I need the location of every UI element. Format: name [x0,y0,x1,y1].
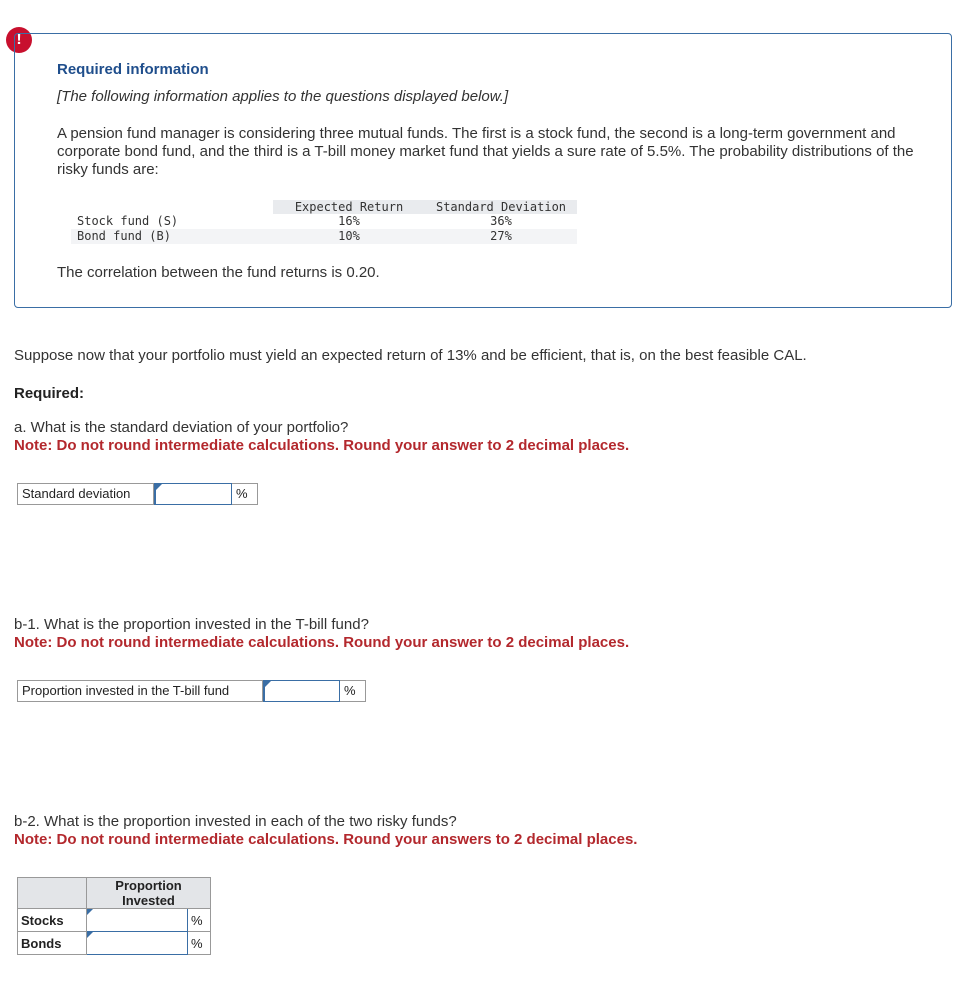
table-row [18,932,211,955]
standard-deviation-label: Standard deviation [17,483,154,505]
table-header-proportion-invested: Proportion Invested [87,878,211,909]
table-row [71,229,577,244]
percent-unit: % [340,680,366,702]
required-label: Required: [14,385,85,402]
percent-unit: % [188,909,211,932]
table-row [18,909,211,932]
answer-row-b1 [17,680,366,702]
table-header-empty [18,878,87,909]
tbill-proportion-input[interactable] [263,680,340,702]
bonds-proportion-input[interactable] [87,932,188,955]
bonds-label: Bonds [18,932,87,955]
table-header-standard-deviation: Standard Deviation [425,200,577,214]
question-a: a. What is the standard deviation of your portfolio? [14,419,349,436]
expected-return-value: 10% [273,229,425,244]
fund-distribution-table [71,200,577,244]
std-dev-value: 36% [425,214,577,229]
standard-deviation-input[interactable] [154,483,232,505]
question-b2: b-2. What is the proportion invested in each of the two risky funds? [14,813,457,830]
fund-name: Stock fund (S) [71,214,273,229]
expected-return-value: 16% [273,214,425,229]
percent-unit: % [232,483,258,505]
stocks-proportion-input[interactable] [87,909,188,932]
std-dev-value: 27% [425,229,577,244]
risky-funds-proportion-table [17,877,211,955]
fund-name: Bond fund (B) [71,229,273,244]
answer-row-a [17,483,258,505]
required-information-box [14,33,952,308]
stocks-label: Stocks [18,909,87,932]
percent-unit: % [188,932,211,955]
note-b1: Note: Do not round intermediate calculations. Round your answer to 2 decimal places. [14,634,630,651]
question-b1: b-1. What is the proportion invested in the T-bill fund? [14,616,369,633]
correlation-text: The correlation between the fund returns is 0.20. [57,264,380,281]
problem-statement: Suppose now that your portfolio must yield an expected return of 13% and be efficient, that is, on the best feasible CAL. [14,347,807,364]
required-information-title: Required information [57,61,209,78]
table-header-empty [71,200,273,214]
note-b2: Note: Do not round intermediate calculations. Round your answers to 2 decimal places. [14,831,638,848]
intro-text: A pension fund manager is considering three mutual funds. The first is a stock fund, the second is a long-term government and corporate bond fund, and the third is a T-bill money market fund that yields a sure rate of 5.5%. The probability distributions of the risky funds are: [57,125,914,178]
required-information-subtitle: [The following information applies to the questions displayed below.] [57,88,509,105]
alert-icon: ! [6,27,32,53]
tbill-proportion-label: Proportion invested in the T-bill fund [17,680,263,702]
table-header-expected-return: Expected Return [273,200,425,214]
table-row [71,214,577,229]
note-a: Note: Do not round intermediate calculations. Round your answer to 2 decimal places. [14,437,630,454]
